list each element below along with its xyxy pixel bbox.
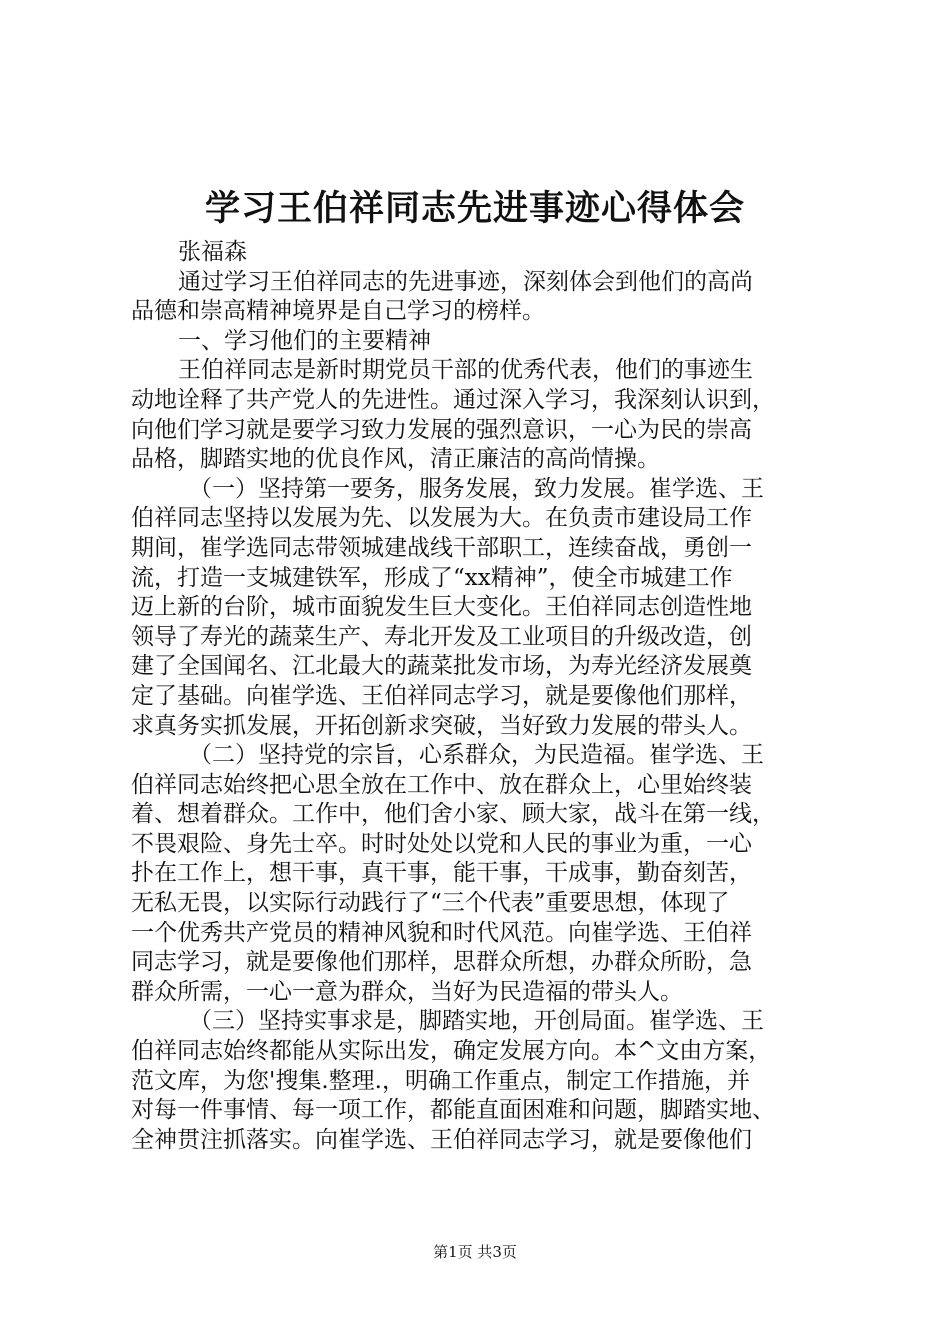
subsection-line: （三）坚持实事求是，脚踏实地，开创局面。崔学选、王 — [189, 1008, 764, 1035]
body-line: 无私无畏，以实际行动践行了“三个代表”重要思想，体现了 — [131, 890, 730, 917]
body-line: 伯祥同志坚持以发展为先、以发展为大。在负责市建设局工作 — [131, 505, 752, 532]
body-line: 通过学习王伯祥同志的先进事迹，深刻体会到他们的高尚 — [178, 268, 753, 295]
body-line: 全神贯注抓落实。向崔学选、王伯祥同志学习，就是要像他们 — [131, 1126, 752, 1153]
body-line: 求真务实抓发展，开拓创新求突破，当好致力发展的带头人。 — [131, 712, 752, 739]
body-line: 群众所需，一心一意为群众，当好为民造福的带头人。 — [131, 978, 683, 1005]
body-line: 伯祥同志始终都能从实际出发，确定发展方向。本^文由方案， — [131, 1038, 772, 1065]
document-body — [131, 238, 831, 1155]
body-line: 定了基础。向崔学选、王伯祥同志学习，就是要像他们那样， — [131, 682, 752, 709]
body-line: 品格，脚踏实地的优良作风，清正廉洁的高尚情操。 — [131, 446, 660, 473]
body-line: 不畏艰险、身先士卒。时时处处以党和人民的事业为重，一心 — [131, 830, 752, 857]
body-line: 王伯祥同志是新时期党员干部的优秀代表，他们的事迹生 — [178, 357, 753, 384]
body-line: 建了全国闻名、江北最大的蔬菜批发市场，为寿光经济发展奠 — [131, 653, 752, 680]
body-line: 着、想着群众。工作中，他们舍小家、顾大家，战斗在第一线， — [131, 801, 775, 828]
body-line: 动地诠释了共产党人的先进性。通过深入学习，我深刻认识到， — [131, 386, 775, 413]
author-line: 张福森 — [178, 239, 247, 265]
subsection-line: （一）坚持第一要务，服务发展，致力发展。崔学选、王 — [189, 475, 764, 502]
body-line: 一个优秀共产党员的精神风貌和时代风范。向崔学选、王伯祥 — [131, 919, 752, 946]
body-line: 期间，崔学选同志带领城建战线干部职工，连续奋战，勇创一 — [131, 534, 752, 561]
subsection-line: （二）坚持党的宗旨，心系群众，为民造福。崔学选、王 — [189, 742, 764, 769]
body-line: 对每一件事情、每一项工作，都能直面困难和问题，脚踏实地、 — [131, 1097, 775, 1124]
section-heading: 一、学习他们的主要精神 — [178, 327, 431, 354]
document-title: 学习王伯祥同志先进事迹心得体会 — [204, 189, 745, 229]
body-line: 扑在工作上，想干事，真干事，能干事，干成事，勤奋刻苦， — [131, 860, 752, 887]
body-line: 伯祥同志始终把心思全放在工作中、放在群众上，心里始终装 — [131, 771, 752, 798]
body-line: 向他们学习就是要学习致力发展的强烈意识，一心为民的崇高 — [131, 416, 752, 443]
body-line: 品德和崇高精神境界是自己学习的榜样。 — [131, 298, 545, 325]
body-line: 同志学习，就是要像他们那样，思群众所想，办群众所盼，急 — [131, 949, 752, 976]
page-footer: 第1页 共3页 — [433, 1243, 517, 1261]
body-line: 领导了寿光的蔬菜生产、寿北开发及工业项目的升级改造，创 — [131, 623, 752, 650]
body-line: 范文库，为您'搜集.整理.，明确工作重点，制定工作措施，并 — [131, 1067, 750, 1094]
body-line: 迈上新的台阶，城市面貌发生巨大变化。王伯祥同志创造性地 — [131, 594, 752, 621]
body-line: 流，打造一支城建铁军，形成了“xx精神”，使全市城建工作 — [131, 564, 733, 591]
